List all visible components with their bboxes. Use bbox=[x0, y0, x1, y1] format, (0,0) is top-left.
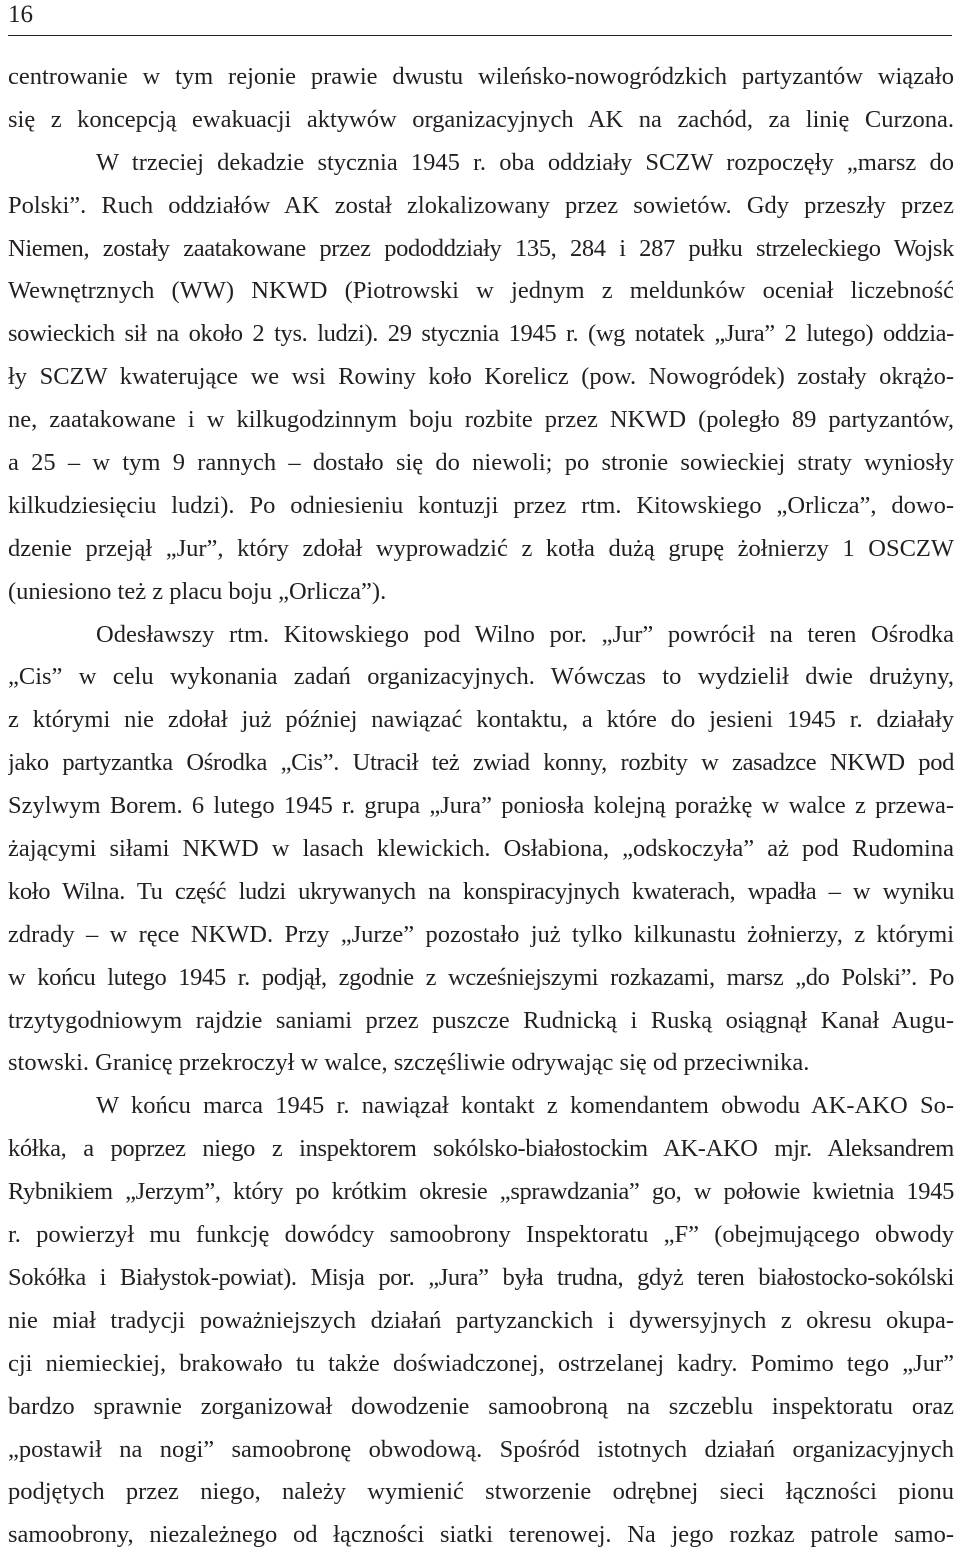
text-line: koło Wilna. Tu część ludzi ukrywanych na konspiracyjnych kwaterach, wpadła – w wyniku bbox=[8, 877, 954, 905]
text-line: (uniesiono też z placu boju „Orlicza”). bbox=[8, 577, 387, 605]
text-line: cji niemieckiej, brakowało tu także doświadczonej, ostrzelanej kadry. Pomimo tego „Jur” bbox=[8, 1349, 954, 1377]
text-line: Odesławszy rtm. Kitowskiego pod Wilno por. „Jur” powrócił na teren Ośrodka bbox=[96, 620, 954, 648]
text-line: „postawił na nogi” samoobronę obwodową. Spośród istotnych działań organizacyjnych bbox=[8, 1435, 954, 1463]
text-line: podjętych przez niego, należy wymienić stworzenie odrębnej sieci łączności pionu bbox=[8, 1478, 954, 1506]
text-line: dzenie przejął „Jur”, który zdołał wyprowadzić z kotła dużą grupę żołnierzy 1 OSCZW bbox=[8, 534, 954, 562]
text-line: jako partyzantka Ośrodka „Cis”. Utracił też zwiad konny, rozbity w zasadzce NKWD pod bbox=[8, 749, 954, 777]
text-line: sowieckich sił na około 2 tys. ludzi). 29 stycznia 1945 r. (wg notatek „Jura” 2 lutego) oddzia- bbox=[8, 320, 954, 348]
text-line: Niemen, zostały zaatakowane przez pododdziały 135, 284 i 287 pułku strzeleckiego Wojsk bbox=[8, 234, 954, 262]
text-line: centrowanie w tym rejonie prawie dwustu wileńsko-nowogródzkich partyzantów wiązało bbox=[8, 63, 954, 90]
text-line: Szylwym Borem. 6 lutego 1945 r. grupa „Jura” poniosła kolejną porażkę w walce z przewa- bbox=[8, 792, 954, 820]
text-line: Sokółka i Białystok-powiat). Misja por. „Jura” była trudna, gdyż teren białostocko-sokólski bbox=[8, 1263, 954, 1291]
text-body bbox=[8, 56, 954, 1557]
text-line: samoobrony, niezależnego od łączności siatki terenowej. Na jego rozkaz patrole samo- bbox=[8, 1521, 954, 1549]
header-rule bbox=[8, 35, 952, 36]
text-line: w końcu lutego 1945 r. podjął, zgodnie z wcześniejszymi rozkazami, marsz „do Polski”. Po bbox=[8, 963, 954, 991]
text-line: ne, zaatakowane i w kilkugodzinnym boju rozbite przez NKWD (poległo 89 partyzantów, bbox=[8, 406, 954, 434]
page-number: 16 bbox=[8, 1, 33, 28]
text-line: nie miał tradycji poważniejszych działań partyzanckich i dywersyjnych z okresu okupa- bbox=[8, 1306, 954, 1334]
text-line: kilkudziesięciu ludzi). Po odniesieniu kontuzji przez rtm. Kitowskiego „Orlicza”, dowo- bbox=[8, 491, 954, 519]
text-line: Wewnętrznych (WW) NKWD (Piotrowski w jednym z meldunków oceniał liczebność bbox=[8, 277, 954, 305]
text-line: r. powierzył mu funkcję dowódcy samoobrony Inspektoratu „F” (obejmującego obwody bbox=[8, 1221, 954, 1249]
text-line: z którymi nie zdołał już później nawiązać kontaktu, a które do jesieni 1945 r. działały bbox=[8, 706, 954, 734]
text-line: Polski”. Ruch oddziałów AK został zlokalizowany przez sowietów. Gdy przeszły przez bbox=[8, 191, 954, 219]
text-line: zdrady – w ręce NKWD. Przy „Jurze” pozostało już tylko kilkunastu żołnierzy, z którymi bbox=[8, 920, 954, 948]
text-line: żającymi siłami NKWD w lasach klewickich. Osłabiona, „odskoczyła” aż pod Rudomina bbox=[8, 835, 954, 863]
text-line: kółka, a poprzez niego z inspektorem sokólsko-białostockim AK-AKO mjr. Aleksandrem bbox=[8, 1135, 954, 1163]
text-line: bardzo sprawnie zorganizował dowodzenie samoobroną na szczeblu inspektoratu oraz bbox=[8, 1392, 954, 1420]
text-line: trzytygodniowym rajdzie saniami przez puszcze Rudnicką i Ruską osiągnął Kanał Augu- bbox=[8, 1006, 954, 1034]
text-line: a 25 – w tym 9 rannych – dostało się do niewoli; po stronie sowieckiej straty wyniosły bbox=[8, 449, 954, 477]
text-line: stowski. Granicę przekroczył w walce, szczęśliwie odrywając się od przeciwnika. bbox=[8, 1049, 810, 1077]
text-line: W końcu marca 1945 r. nawiązał kontakt z komendantem obwodu AK-AKO So- bbox=[96, 1092, 954, 1120]
text-line: ły SCZW kwaterujące we wsi Rowiny koło Korelicz (pow. Nowogródek) zostały okrążo- bbox=[8, 363, 954, 391]
text-line: się z koncepcją ewakuacji aktywów organizacyjnych AK na zachód, za linię Curzona. bbox=[8, 105, 954, 133]
text-line: W trzeciej dekadzie stycznia 1945 r. oba oddziały SCZW rozpoczęły „marsz do bbox=[96, 148, 954, 176]
text-line: „Cis” w celu wykonania zadań organizacyjnych. Wówczas to wydzielił dwie drużyny, bbox=[8, 663, 954, 691]
text-line: Rybnikiem „Jerzym”, który po krótkim okresie „sprawdzania” go, w połowie kwietnia 1945 bbox=[8, 1178, 954, 1206]
